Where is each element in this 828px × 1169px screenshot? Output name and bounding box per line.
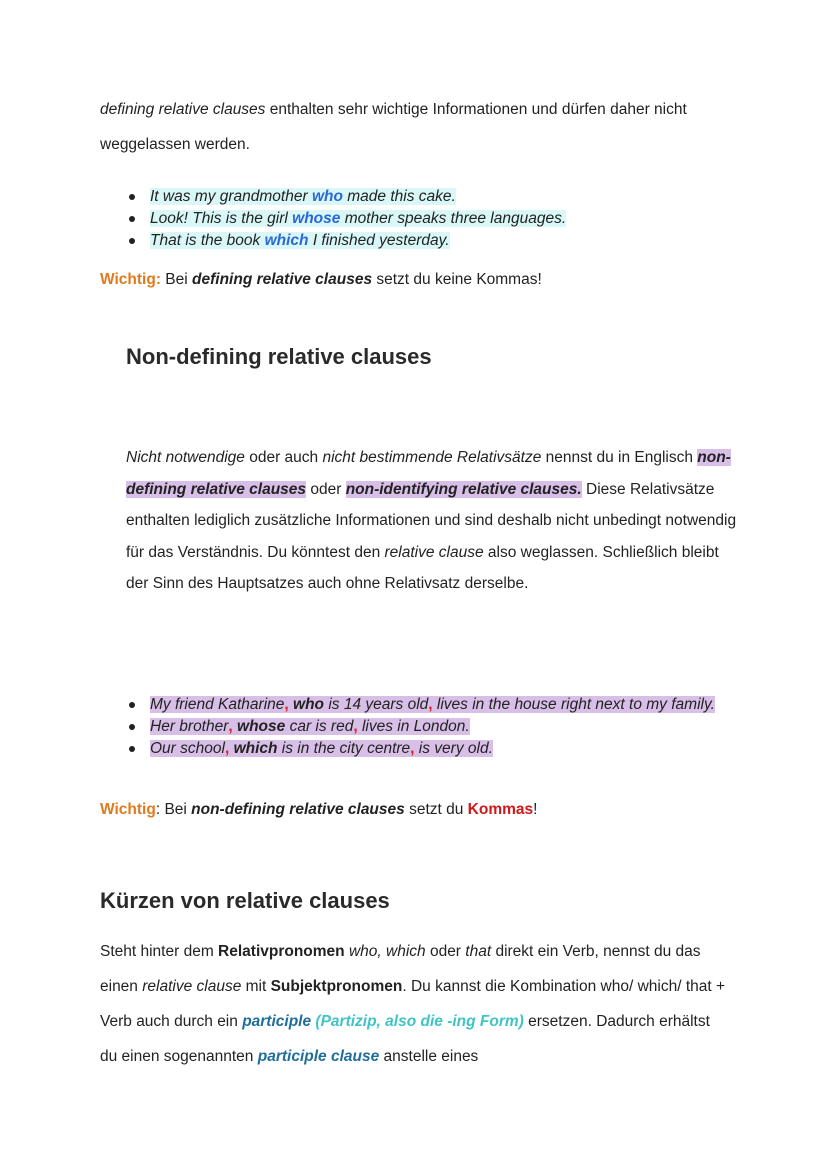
kuerzen-paragraph: Steht hinter dem Relativpronomen who, which oder that direkt ein Verb, nennst du das einen relative clause mit Subjektpronomen. Du kannst die Kombination who/ which/ that + Verb auch durch ein participle (Partizip, also die -ing Form) ersetzen. Dadurch erhältst du einen sogenannten participle clause anstelle eines xyxy=(100,943,726,1065)
note-kommas: Kommas xyxy=(467,801,534,818)
note-term: defining relative clauses xyxy=(192,271,373,288)
note-label: Wichtig: xyxy=(100,271,161,288)
list-item: Her brother, whose car is red, lives in London. xyxy=(126,716,716,738)
note-label: Wichtig xyxy=(100,801,156,818)
term-non-identifying: non-identifying relative clauses. xyxy=(345,480,582,498)
section-heading-kuerzen xyxy=(100,888,390,914)
intro-paragraph xyxy=(100,92,720,162)
section-heading-nondefining xyxy=(126,344,432,370)
list-item: It was my grandmother who made this cake. xyxy=(126,186,686,208)
nondefining-paragraph: Nicht notwendige oder auch nicht bestimmende Relativsätze nennst du in Englisch non-defining relative clauses oder non-identifying relative clauses. Diese Relativsätze enthalten lediglich zusätzliche Informationen und sind deshalb nicht unbedingt notwendig für das Verständnis. Du könntest den relative clause also weglassen. Schließlich bleibt der Sinn des Hauptsatzes auch ohne Relativsatz derselbe. xyxy=(126,449,737,592)
term-non-defining: non-defining relative clauses xyxy=(126,449,731,498)
intro-term: defining relative clauses xyxy=(100,101,266,118)
defining-examples-list xyxy=(126,186,686,252)
intro-text: enthalten sehr wichtige Informationen und dürfen daher nicht weggelassen werden. xyxy=(100,101,687,153)
term-participle: participle xyxy=(242,1013,312,1030)
section-title: Kürzen von relative clauses xyxy=(100,888,390,913)
note-nondefining: Wichtig: Bei non-defining relative clauses setzt du Kommas! xyxy=(100,801,538,818)
list-item: That is the book which I finished yesterday. xyxy=(126,230,686,252)
list-item: Look! This is the girl whose mother speaks three languages. xyxy=(126,208,686,230)
nondefining-examples-list xyxy=(126,694,716,760)
list-item: My friend Katharine, who is 14 years old, lives in the house right next to my family. xyxy=(126,694,716,716)
note-defining: Wichtig: Bei defining relative clauses setzt du keine Kommas! xyxy=(100,271,542,288)
page-title: Non-defining relative clauses xyxy=(126,344,432,369)
term-partizip: (Partizip, also die -ing Form) xyxy=(311,1013,524,1030)
term-participle-clause: participle clause xyxy=(257,1048,380,1065)
list-item: Our school, which is in the city centre, is very old. xyxy=(126,738,716,760)
note-term: non-defining relative clauses xyxy=(191,801,405,818)
